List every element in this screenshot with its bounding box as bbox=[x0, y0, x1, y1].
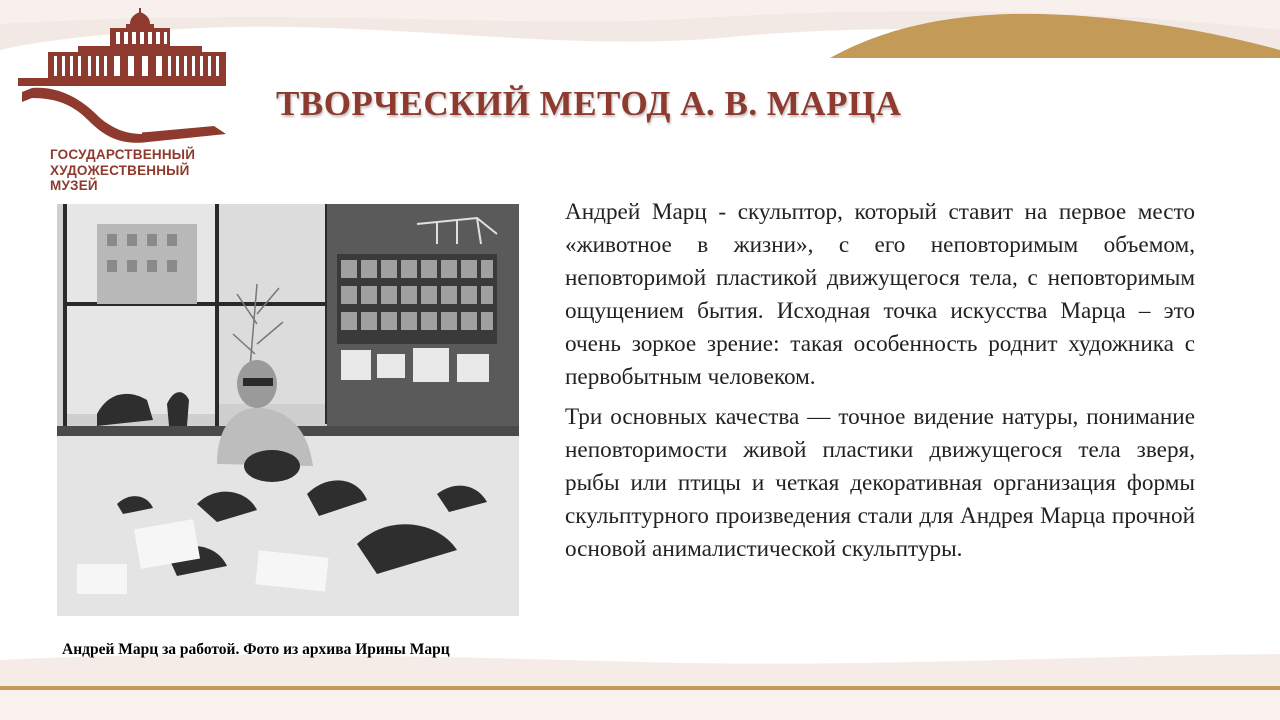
body-paragraph: Андрей Марц - скульптор, который ставит на первое место «животное в жизни», с его неповторимым объемом, неповторимой пластикой движущегося тела, с неповторимым ощущением бытия. Исходная точка искусства Марца – это очень зоркое зрение: такая особенность роднит художника с первобытным человеком. bbox=[565, 199, 1195, 390]
sculptor-photo bbox=[57, 204, 519, 616]
bottom-decoration bbox=[0, 650, 1280, 720]
museum-name-line: ГОСУДАРСТВЕННЫЙ bbox=[50, 147, 196, 162]
body-text bbox=[565, 196, 1195, 573]
museum-name-line: МУЗЕЙ bbox=[50, 178, 98, 193]
body-paragraph: Три основных качества — точное видение натуры, понимание неповторимости живой пластики движущегося тела зверя, рыбы или птицы и четкая декоративная организация формы скульптурного произведения стали для Андрея Марца прочной основой анималистической скульптуры. bbox=[565, 404, 1195, 562]
slide-title: ТВОРЧЕСКИЙ МЕТОД А. В. МАРЦА bbox=[276, 84, 902, 123]
museum-name bbox=[50, 147, 195, 194]
museum-name-line: ХУДОЖЕСТВЕННЫЙ bbox=[50, 162, 190, 178]
museum-logo bbox=[18, 8, 230, 193]
photo-caption: Андрей Марц за работой. Фото из архива Ирины Марц bbox=[62, 641, 450, 658]
museum-building-icon bbox=[18, 8, 230, 148]
